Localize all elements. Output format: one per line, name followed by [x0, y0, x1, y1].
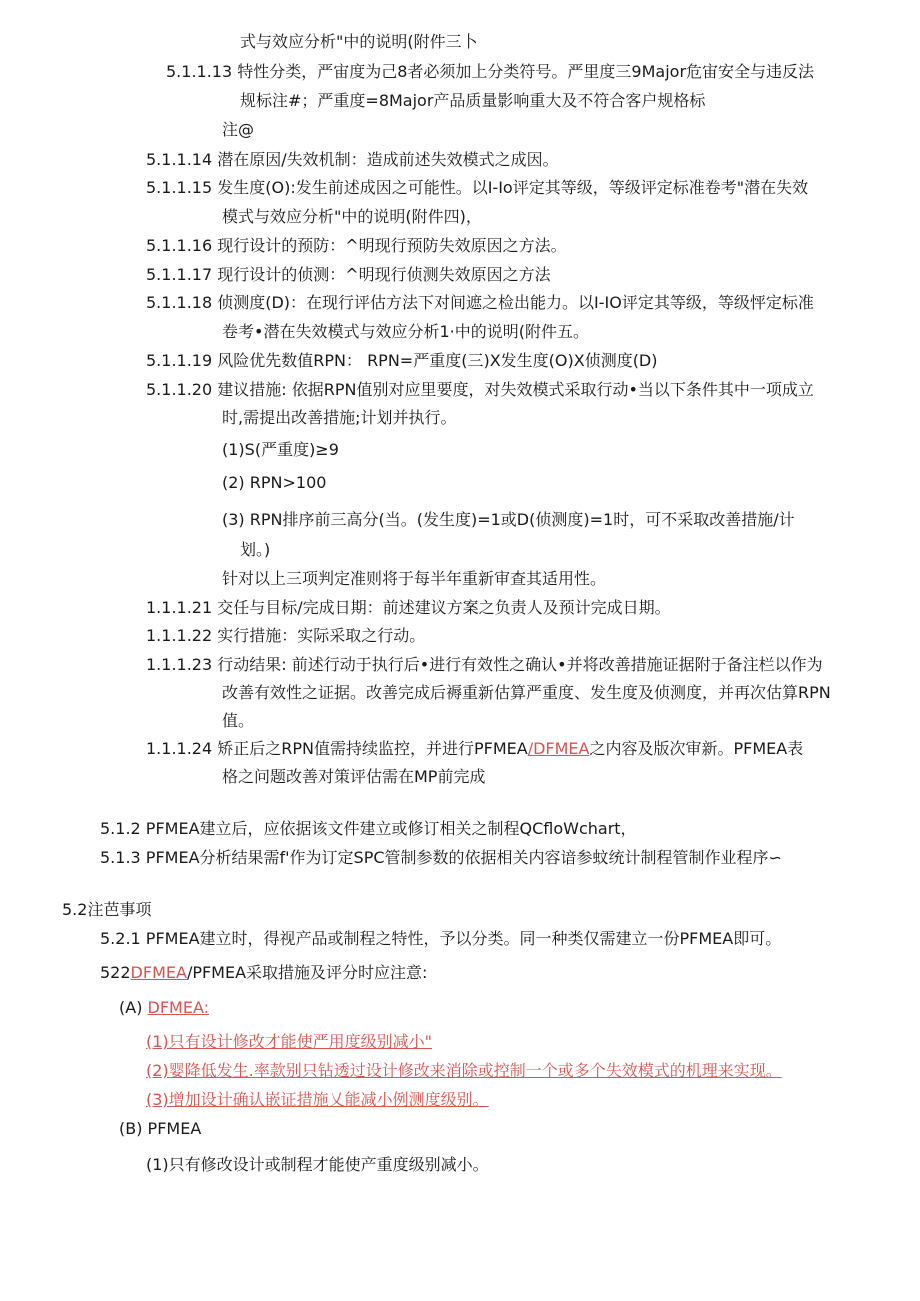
revised-line: (1)只有设计修改才能使严用度级别减小": [146, 1032, 433, 1051]
item-1-1-1-23: 1.1.1.23 行动结果: 前述行动于执行后•进行有效性之确认•并将改善措施证据附于备注栏以作为: [146, 655, 823, 674]
sub-item-b: (B) PFMEA: [119, 1119, 202, 1138]
text-run: /PFMEA采取措施及评分时应注意:: [186, 963, 428, 982]
item-5-1-1-20: 5.1.1.20 建议措施: 依据RPN值别对应里要度，对失效模式采取行动•当以下条件其中一项成立: [146, 380, 814, 399]
revision-mark: DFMEA: [130, 963, 187, 982]
revision-mark: DFMEA:: [147, 998, 210, 1017]
section-heading: 5.2注芭事项: [62, 900, 152, 919]
item-5-2-1: 5.2.1 PFMEA建立时，得视产品或制程之特性，予以分类。同一种类仅需建立一份PFMEA即可。: [100, 929, 782, 948]
item-5-1-1-19: 5.1.1.19 风险优先数值RPN： RPN=严重度(三)X发生度(O)X侦测度(D): [146, 351, 658, 370]
text-run: 之内容及版次审新。PFMEA表: [589, 739, 804, 758]
item-5-1-1-15: 5.1.1.15 发生度(O):发生前述成因之可能性。以I-Io评定其等级，等级评定标准卷考"潜在失效: [146, 178, 809, 197]
text-line: 时,需提出改善措施;计划并执行。: [222, 408, 457, 427]
criteria-2: (2) RPN>100: [222, 473, 327, 492]
criteria-3: (3) RPN排序前三高分(当。(发生度)=1或D(侦测度)=1时，可不采取改善措施/计: [222, 510, 795, 529]
item-5-1-1-16: 5.1.1.16 现行设计的预防：^明现行预防失效原因之方法。: [146, 236, 567, 255]
item-5-2-2: [100, 961, 427, 985]
item-5-1-2: 5.1.2 PFMEA建立后，应依据该文件建立或修订相关之制程QCfloWchart，: [100, 819, 637, 838]
item-1-1-1-22: 1.1.1.22 实行措施：实际采取之行动。: [146, 626, 426, 645]
criteria-1: (1)S(严重度)≥9: [222, 440, 339, 459]
item-5-1-1-18: 5.1.1.18 侦测度(D)：在现行评估方法下对间遮之检出能力。以I-IO评定其等级，等级怦定标准: [146, 293, 814, 312]
revised-line: (3)增加设计确认嵌证措施乂能减小例测度级别。: [146, 1090, 489, 1109]
text-line: 规标注#；严重度=8Major产品质量影响重大及不符合客户规格标: [240, 91, 706, 110]
revised-line: (2)婴降低发生.率款别只钻透过设计修改来消除或控制一个或多个失效模式的机理来实现。: [146, 1061, 782, 1080]
text-line: 模式与效应分析"中的说明(附件四)，: [222, 207, 482, 226]
item-5-1-1-14: 5.1.1.14 潜在原因/失效机制：造成前述失效模式之成因。: [146, 150, 559, 169]
item-5-1-1-13: 5.1.1.13 特性分类，严宙度为己8者必须加上分类符号。严里度三9Major危宙安全与违反法: [166, 62, 815, 81]
item-5-1-1-17: 5.1.1.17 现行设计的侦测：^明现行侦测失效原因之方法: [146, 265, 551, 284]
text-line: 格之问题改善对策评估需在MP前完成: [222, 767, 486, 786]
revision-mark: /DFMEA: [527, 739, 590, 758]
text-line: 划。): [240, 540, 271, 559]
text-line: 值。: [222, 711, 255, 730]
text-line: 针对以上三项判定准则将于每半年重新审查其适用性。: [222, 569, 607, 588]
sub-item-a: [119, 996, 209, 1020]
text-line: 卷考•潜在失效模式与效应分析1·中的说明(附件五。: [222, 322, 589, 341]
text-run: (A): [119, 998, 148, 1017]
text-line: (1)只有修改设计或制程才能使产重度级别减小。: [146, 1155, 489, 1174]
text-line: 改善有效性之证据。改善完成后褥重新估算严重度、发生度及侦测度，并再次估算RPN: [222, 683, 831, 702]
item-5-1-3: 5.1.3 PFMEA分析结果需f'作为订定SPC管制参数的依据相关内容谙参蚊统计制程管制作业程序∽: [100, 848, 782, 867]
text-line: 注@: [222, 120, 255, 139]
item-1-1-1-24: [146, 737, 803, 761]
text-line: 式与效应分析"中的说明(附件三卜: [240, 32, 478, 51]
text-run: 522: [100, 963, 131, 982]
text-run: 1.1.1.24 矫正后之RPN值需持续监控，并进行PFMEA: [146, 739, 528, 758]
item-1-1-1-21: 1.1.1.21 交任与目标/完成日期：前述建议方案之负责人及预计完成日期。: [146, 598, 671, 617]
